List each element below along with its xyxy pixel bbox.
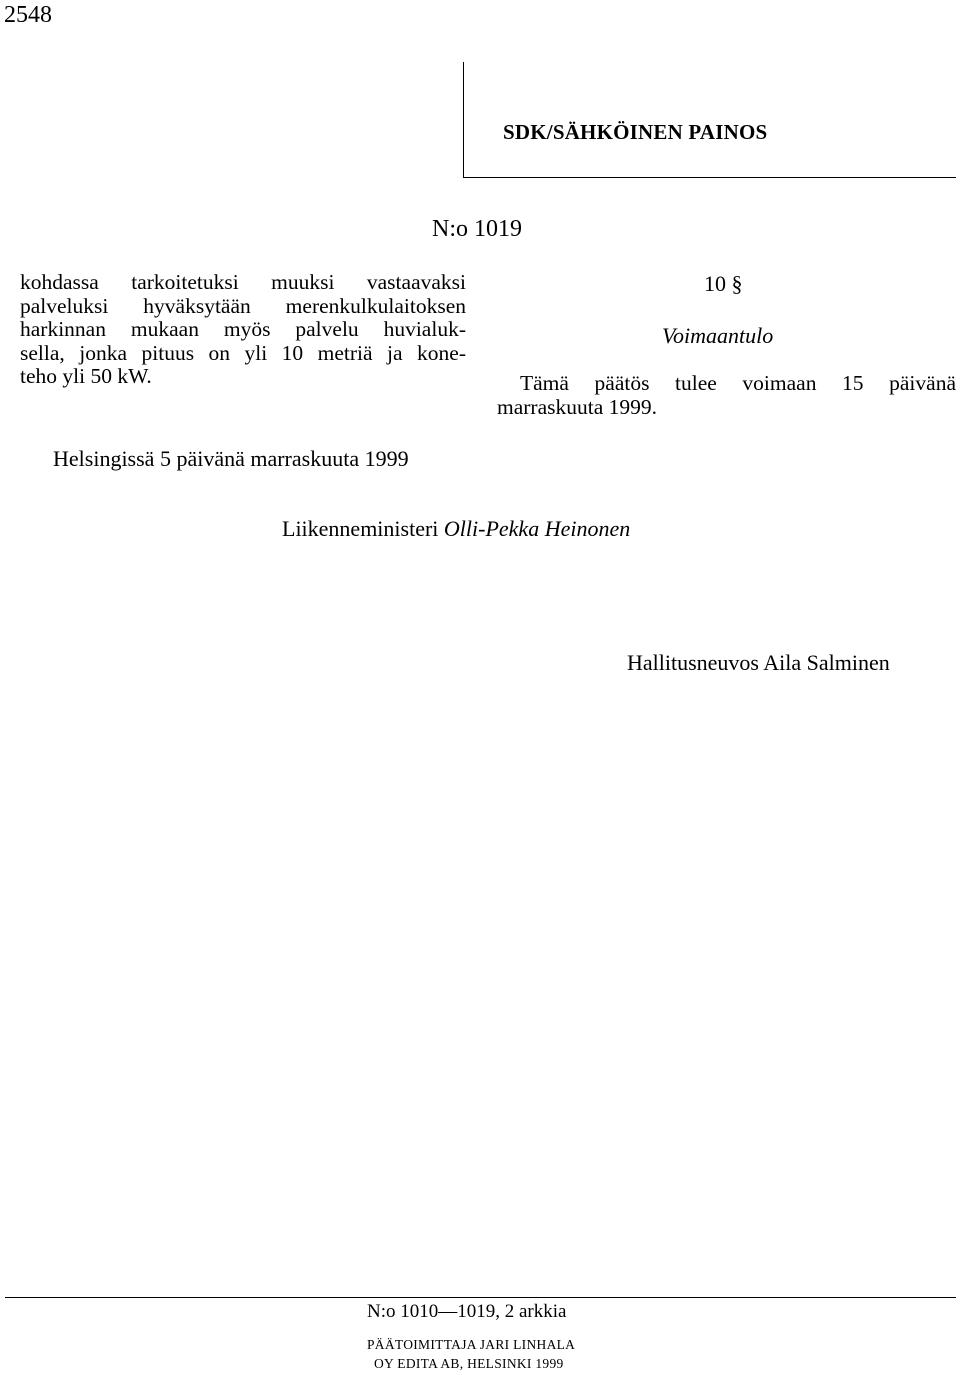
footer-divider — [5, 1297, 956, 1298]
footer-series: N:o 1010—1019, 2 arkkia — [367, 1301, 567, 1322]
left-column-text — [20, 271, 466, 389]
edition-box-divider-horizontal — [463, 177, 956, 178]
section-sign: § — [731, 271, 743, 296]
counsellor-signature: Hallitusneuvos Aila Salminen — [627, 650, 890, 675]
minister-signature — [282, 516, 630, 542]
left-column-line: harkinnan mukaan myös palvelu huvialuk- — [20, 317, 466, 341]
edition-box-divider-vertical — [463, 62, 464, 178]
place-date: Helsingissä 5 päivänä marraskuuta 1999 — [53, 446, 409, 471]
footer-editor: PÄÄTOIMITTAJA JARI LINHALA — [367, 1337, 576, 1352]
footer-publisher: OY EDITA AB, HELSINKI 1999 — [374, 1356, 564, 1371]
page-number: 2548 — [4, 2, 52, 28]
section-body — [497, 372, 956, 419]
left-column-line: kohdassa tarkoitetuksi muuksi vastaavaksi — [20, 270, 466, 294]
left-column-line: teho yli 50 kW. — [20, 364, 152, 388]
section-body-line: marraskuuta 1999. — [497, 394, 658, 419]
section-number: 10 — [704, 271, 726, 296]
section-title: Voimaantulo — [662, 323, 774, 348]
section-body-line: Tämä päätös tulee voimaan 15 päivänä — [520, 371, 956, 395]
section-heading — [704, 271, 743, 297]
left-column-line: palveluksi hyväksytään merenkulkulaitoksen — [20, 293, 466, 318]
issue-number: N:o 1019 — [432, 216, 522, 242]
left-column-line: sella, jonka pituus on yli 10 metriä ja kone- — [20, 340, 466, 365]
minister-name: Olli-Pekka Heinonen — [443, 516, 631, 541]
edition-label: SDK/SÄHKÖINEN PAINOS — [503, 120, 768, 144]
minister-title: Liikenneministeri — [282, 516, 439, 541]
